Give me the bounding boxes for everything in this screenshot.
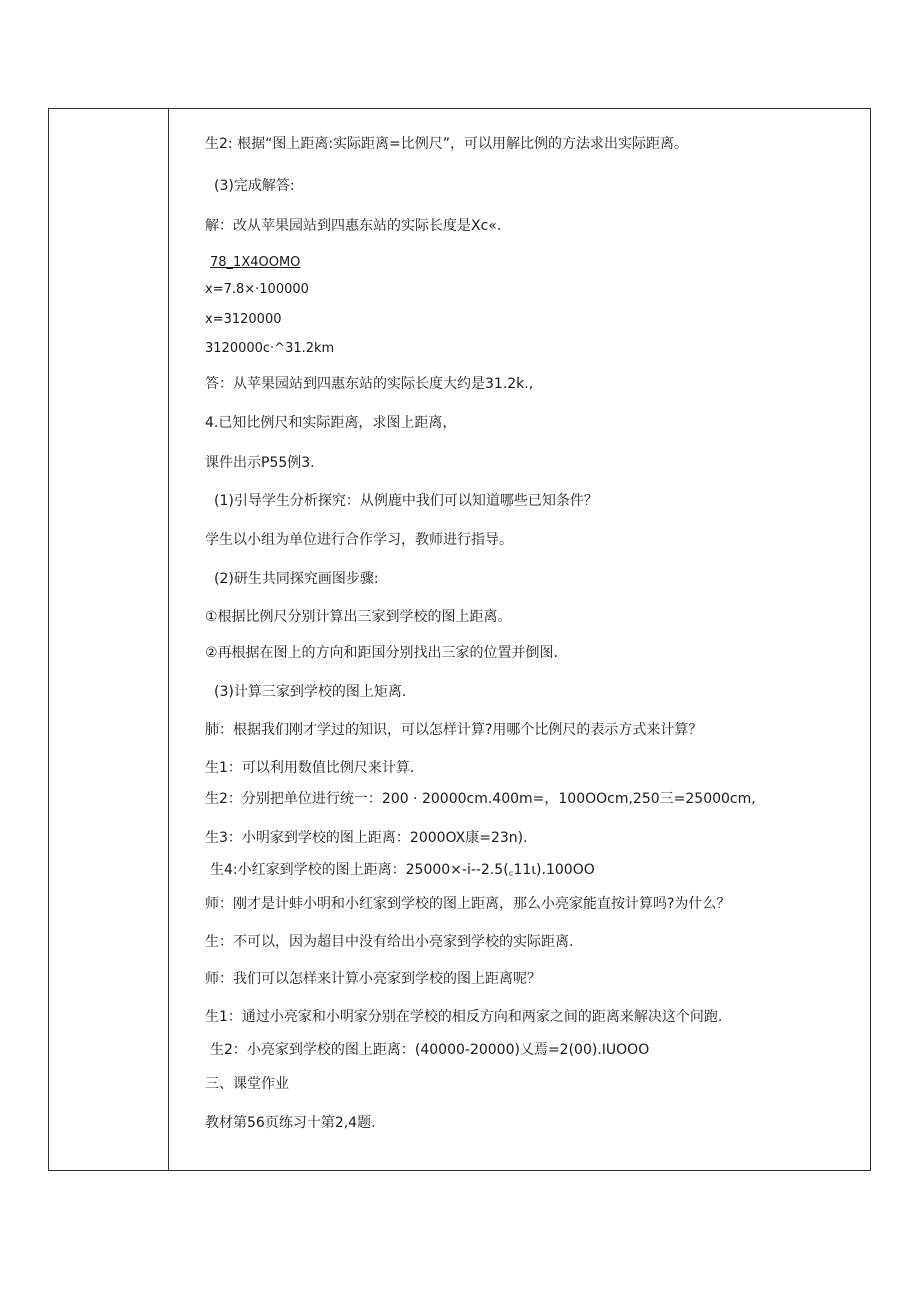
text-line: ①根据比例尺分别计算出三家到学校的图上距离。 <box>205 609 512 625</box>
text-line: 师：我们可以怎样来计算小亮家到学校的图上距离呢？ <box>205 971 541 987</box>
table-column-divider <box>168 108 169 1171</box>
text-line: 生4:小红家到学校的图上距离：25000×-i--2.5(꜀11ι).100OO <box>210 862 595 878</box>
text-line: 生2: 根据“图上距离:实际距离=比例尺”，可以用解比例的方法求出实际距离。 <box>205 136 689 152</box>
text-line: 4.已知比例尺和实际距离，求图上距离， <box>205 415 457 431</box>
text-line: 解：改从苹果园站到四惠东站的实际长度是Xc«. <box>205 218 502 234</box>
equation-line: 3120000c·^31.2km <box>205 341 335 356</box>
text-line: (3)计算三家到学校的图上矩离. <box>214 684 407 700</box>
text-line: 肺：根据我们刚才学过的知识，可以怎样计算?用哪个比例尺的表示方式来计算？ <box>205 722 703 738</box>
text-line: 课件出示P55例3. <box>205 455 315 471</box>
text-line: 生3：小明家到学校的图上距离：2000OX康=23n). <box>205 830 528 846</box>
text-line: 生2：小亮家到学校的图上距离：(40000-20000)乂焉=2(00).IUOOO <box>210 1042 650 1058</box>
equation-line <box>210 254 300 272</box>
text-line: 教材第56页练习十第2,4题. <box>205 1115 376 1131</box>
text-line: (3)完成解答: <box>214 178 295 194</box>
section-heading: 三、课堂作业 <box>205 1076 289 1092</box>
text-line: (1)引导学生分析探究：从例鹿中我们可以知道哪些已知条件？ <box>214 493 598 509</box>
text-line: ②再根据在图上的方向和距国分别找出三家的位置并倒图. <box>205 645 558 661</box>
text-line: 生：不可以，因为超目中没有给出小亮家到学校的实际距离. <box>205 934 574 950</box>
text-line: 生1：通过小亮家和小明家分别在学校的相反方向和两家之间的距离来解决这个问跑. <box>205 1009 723 1025</box>
text-line: 答：从苹果园站到四惠东站的实际长度大约是31.2k., <box>205 376 534 392</box>
equation-fraction: 78_1X4OOMO <box>210 255 301 270</box>
text-line: (2)研生共同探究画图步骤: <box>214 571 379 587</box>
text-line: 师：刚才是计蚌小明和小红家到学校的图上距离，那么小亮家能直按计算吗?为什么？ <box>205 896 731 912</box>
text-line: 生1：可以利用数值比例尺来计算. <box>205 760 415 776</box>
equation-line: x=7.8×·100000 <box>205 282 309 297</box>
text-line: 学生以小组为单位进行合作学习，教师进行指导。 <box>205 532 513 548</box>
text-line: 生2：分别把单位进行统一：200 · 20000cm.400m=，100OOcm,250三=25000cm, <box>205 791 756 807</box>
equation-line: x=3120000 <box>205 312 282 327</box>
